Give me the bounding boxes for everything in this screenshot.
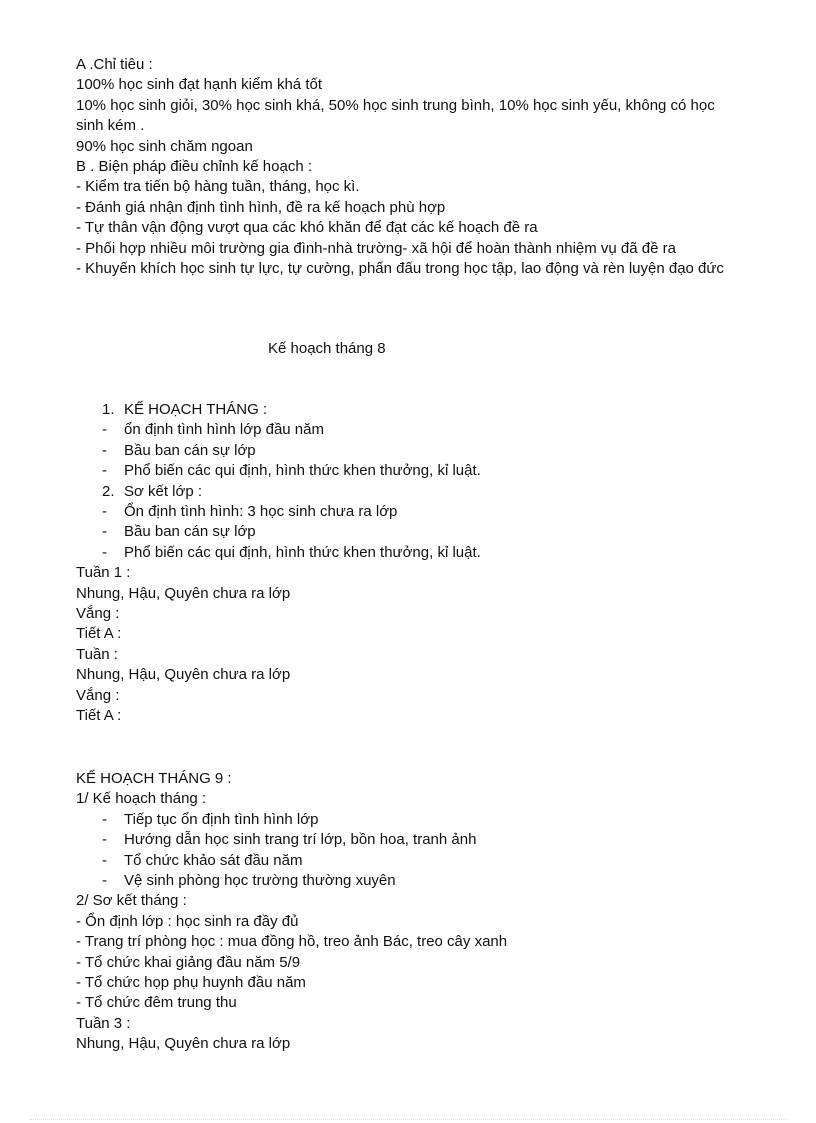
text-line: Tiết A : [76, 707, 122, 725]
section-targets [76, 55, 724, 279]
list-marker: - [102, 851, 107, 869]
page-bottom-divider [30, 1119, 786, 1120]
text-line: B . Biện pháp điều chỉnh kế hoạch : [76, 158, 313, 176]
text-line: sinh kém . [76, 117, 145, 135]
list-item-text: Hướng dẫn học sinh trang trí lớp, bồn hoa, tranh ảnh [124, 831, 477, 849]
text-line: - Ổn định lớp : học sinh ra đầy đủ [76, 912, 299, 930]
list-marker: - [102, 872, 107, 890]
list-item [76, 543, 481, 563]
text-line: - Khuyến khích học sinh tự lực, tự cường, phấn đấu trong học tập, lao động và rèn luyện đạo đức [76, 260, 724, 278]
text-line: - Tổ chức khai giảng đầu năm 5/9 [76, 953, 301, 971]
text-line: - Đánh giá nhận định tình hình, đề ra kế hoạch phù hợp [76, 198, 446, 216]
list-item [76, 522, 481, 542]
text-line: Tuần 1 : [76, 564, 131, 582]
text-line: - Tự thân vận động vượt qua các khó khăn để đạt các kế hoạch đề ra [76, 219, 538, 237]
list-item [76, 502, 481, 522]
list-item [76, 461, 481, 481]
list-item-text: KẾ HOẠCH THÁNG : [124, 401, 268, 418]
list-marker: - [102, 543, 107, 561]
text-line: 2/ Sơ kết tháng : [76, 892, 187, 910]
month9-heading: KẾ HOẠCH THÁNG 9 : [76, 770, 232, 787]
text-line: - Phối hợp nhiều môi trường gia đình-nhà trường- xã hội để hoàn thành nhiệm vụ đã đề ra [76, 239, 676, 257]
text-line: 100% học sinh đạt hạnh kiểm khá tốt [76, 76, 322, 94]
list-item-text: Phổ biến các qui định, hình thức khen thưởng, kỉ luật. [124, 543, 481, 561]
list-item [76, 420, 481, 440]
text-line: 90% học sinh chăm ngoan [76, 137, 253, 155]
list-marker: 2. [102, 482, 115, 500]
list-item-text: Sơ kết lớp : [124, 482, 203, 500]
list-item [76, 400, 481, 420]
text-line: - Tổ chức họp phụ huynh đầu năm [76, 974, 306, 992]
list-marker: - [102, 421, 107, 439]
list-item-text: Bầu ban cán sự lớp [124, 441, 256, 459]
month8-title: Kế hoạch tháng 8 [268, 340, 386, 357]
text-line: - Tổ chức đêm trung thu [76, 994, 237, 1012]
list-marker: - [102, 523, 107, 541]
text-line: Nhung, Hậu, Quyên chưa ra lớp [76, 1035, 291, 1053]
list-item [76, 871, 507, 891]
list-marker: - [102, 810, 107, 828]
list-item [76, 441, 481, 461]
list-marker: - [102, 503, 107, 521]
list-item-text: Tiếp tục ổn định tình hình lớp [124, 810, 319, 828]
list-marker: - [102, 831, 107, 849]
list-marker: 1. [102, 401, 115, 418]
month8-list [76, 400, 481, 727]
list-item [76, 810, 507, 830]
text-line: - Trang trí phòng học : mua đồng hồ, treo ảnh Bác, treo cây xanh [76, 933, 508, 951]
list-item-text: Phổ biến các qui định, hình thức khen thưởng, kỉ luật. [124, 462, 481, 480]
list-marker: - [102, 441, 107, 459]
list-item-text: Bầu ban cán sự lớp [124, 523, 256, 541]
month9-subheading: 1/ Kế hoạch tháng : [76, 790, 207, 808]
text-line: 10% học sinh giỏi, 30% học sinh khá, 50% học sinh trung bình, 10% học sinh yếu, không có học [76, 96, 715, 114]
list-item [76, 851, 507, 871]
text-line: Tiết A : [76, 625, 122, 643]
text-line: Nhung, Hậu, Quyên chưa ra lớp [76, 584, 291, 602]
list-item-text: Tổ chức khảo sát đầu năm [124, 851, 303, 869]
text-line: A .Chỉ tiêu : [76, 56, 153, 73]
list-item [76, 830, 507, 850]
list-item [76, 482, 481, 502]
list-marker: - [102, 462, 107, 480]
text-line: Vắng : [76, 605, 120, 623]
text-line: Tuần : [76, 645, 118, 663]
list-item-text: Ổn định tình hình: 3 học sinh chưa ra lớp [124, 503, 398, 521]
text-line: Tuần 3 : [76, 1014, 131, 1032]
list-item-text: Vệ sinh phòng học trường thường xuyên [124, 872, 396, 890]
text-line: Nhung, Hậu, Quyên chưa ra lớp [76, 666, 291, 684]
month9-section [76, 769, 507, 1055]
text-line: - Kiểm tra tiến bộ hàng tuần, tháng, học kì. [76, 178, 360, 196]
list-item-text: ổn định tình hình lớp đầu năm [124, 421, 324, 439]
text-line: Vắng : [76, 686, 120, 704]
